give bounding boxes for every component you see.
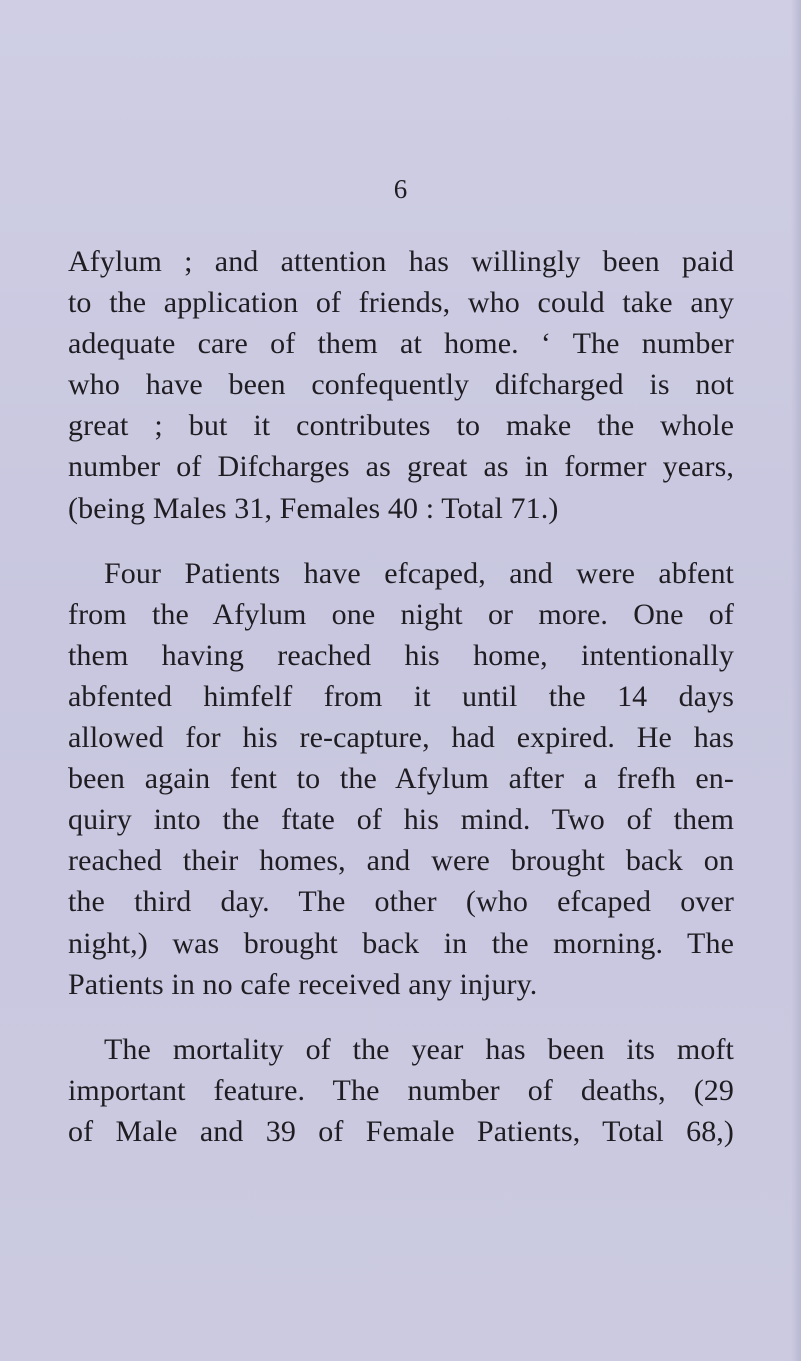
text-line: Afylum ; and attention has willingly been paid (68, 245, 734, 278)
paragraph-1 (68, 241, 734, 529)
text-line: important feature. The number of deaths, (29 (68, 1073, 734, 1107)
text-line: been again fent to the Afylum after a frefh en- (68, 762, 734, 796)
paragraph-gap (68, 1005, 734, 1029)
text-line: abfented himfelf from it until the 14 days (68, 679, 734, 713)
text-line: The mortality of the year has been its moft (104, 1032, 734, 1066)
text-line: adequate care of them at home. ‘ The number (68, 327, 734, 361)
page-edge (791, 0, 801, 1361)
text-line: the third day. The other (who efcaped over (68, 885, 734, 919)
paragraph-gap (68, 529, 734, 553)
text-line: reached their homes, and were brought back on (68, 844, 734, 878)
text-line: Four Patients have efcaped, and were abfent (104, 556, 734, 590)
text-line: night,) was brought back in the morning. The (68, 926, 734, 960)
text-line: from the Afylum one night or more. One of (68, 597, 734, 631)
paragraph-2 (68, 553, 734, 1005)
text-line: great ; but it contributes to make the whole (68, 409, 734, 443)
text-line: of Male and 39 of Female Patients, Total 68,) (68, 1114, 734, 1148)
page-number: 6 (393, 174, 408, 204)
text-line: them having reached his home, intentionally (68, 638, 734, 672)
text-line: quiry into the ftate of his mind. Two of them (68, 803, 734, 837)
text-line: (being Males 31, Females 40 : Total 71.) (68, 491, 559, 525)
text-line: who have been confequently difcharged is not (68, 368, 734, 402)
text-line: number of Difcharges as great as in former years, (68, 450, 734, 484)
body-text (68, 241, 734, 1152)
text-line: allowed for his re-capture, had expired. He has (68, 721, 734, 755)
paragraph-3 (68, 1029, 734, 1152)
text-line: Patients in no cafe received any injury. (68, 967, 538, 1001)
text-line: to the application of friends, who could take any (68, 286, 734, 320)
